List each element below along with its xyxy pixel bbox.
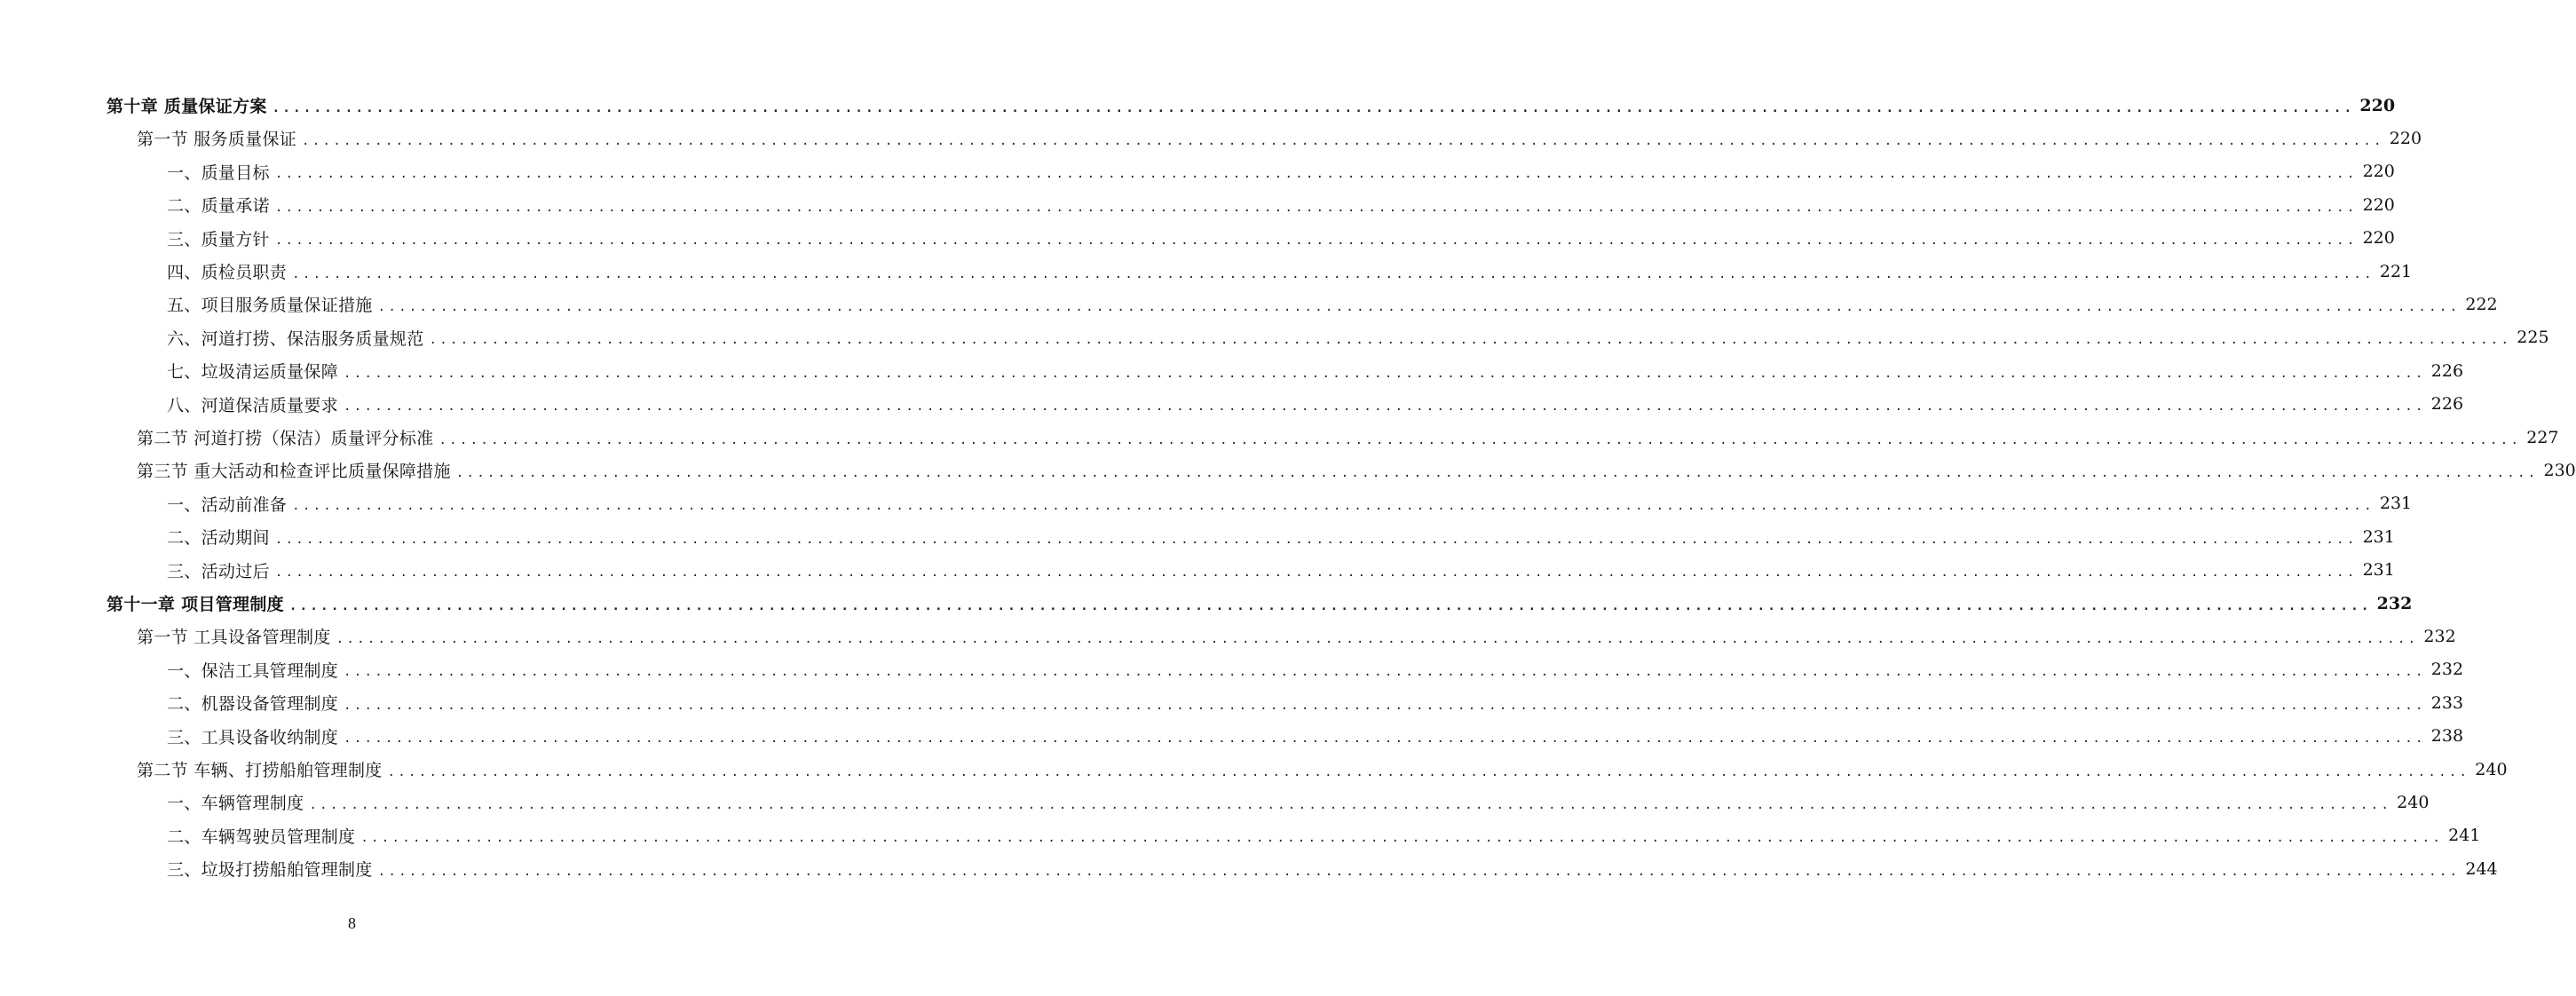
toc-leader-dots: ........................................................................................................................................................................................................ xyxy=(387,764,2470,779)
toc-entry[interactable] xyxy=(0,487,2413,520)
toc-entry-page: 220 xyxy=(2362,228,2395,249)
toc-entry-title: 三、质量方针 xyxy=(167,229,270,249)
toc-leader-dots: ........................................................................................................................................................................................................ xyxy=(274,200,2358,215)
toc-entry[interactable] xyxy=(0,686,2464,719)
toc-entry[interactable] xyxy=(0,354,2464,387)
toc-entry-page: 221 xyxy=(2379,261,2413,281)
toc-entry[interactable] xyxy=(0,388,2464,421)
toc-entry[interactable] xyxy=(0,753,2508,786)
toc-entry-line xyxy=(167,155,2395,188)
toc-leader-dots: ........................................................................................................................................................................................................ xyxy=(272,100,2355,115)
toc-entry-line xyxy=(137,454,2576,486)
toc-leader-dots: ........................................................................................................................................................................................................ xyxy=(274,233,2358,249)
toc-entry-line xyxy=(167,720,2464,753)
toc-entry-page: 231 xyxy=(2362,560,2395,581)
toc-entry-line xyxy=(137,421,2559,454)
toc-entry[interactable] xyxy=(0,554,2395,587)
toc-entry[interactable] xyxy=(0,852,2498,885)
toc-entry-line xyxy=(137,620,2456,652)
toc-entry-page: 232 xyxy=(2430,660,2464,680)
toc-entry-line xyxy=(167,222,2395,255)
toc-entry[interactable] xyxy=(0,188,2395,221)
toc-entry-title: 六、河道打捞、保洁服务质量规范 xyxy=(167,328,424,349)
toc-entry[interactable] xyxy=(0,155,2395,188)
toc-entry[interactable] xyxy=(0,587,2413,620)
toc-leader-dots: ........................................................................................................................................................................................................ xyxy=(439,432,2522,447)
toc-leader-dots: ........................................................................................................................................................................................................ xyxy=(455,465,2539,480)
toc-leader-dots: ........................................................................................................................................................................................................ xyxy=(274,532,2358,547)
toc-entry-page: 227 xyxy=(2526,427,2559,447)
toc-entry-page: 232 xyxy=(2423,626,2456,646)
toc-entry-title: 二、质量承诺 xyxy=(167,196,270,217)
toc-entry-line xyxy=(137,753,2508,786)
toc-entry-title: 三、垃圾打捞船舶管理制度 xyxy=(167,860,373,881)
toc-leader-dots: ........................................................................................................................................................................................................ xyxy=(377,864,2461,879)
toc-leader-dots: ........................................................................................................................................................................................................ xyxy=(344,399,2426,415)
toc-entry-page: 220 xyxy=(2359,95,2396,115)
toc-leader-dots: ........................................................................................................................................................................................................ xyxy=(274,167,2358,182)
toc-entry-line xyxy=(167,554,2395,587)
toc-entry-page: 226 xyxy=(2430,394,2464,415)
toc-entry-title: 第一节 工具设备管理制度 xyxy=(137,628,331,648)
toc-entry-page: 244 xyxy=(2465,858,2498,879)
toc-entry-line xyxy=(167,686,2464,719)
toc-entry-title: 四、质检员职责 xyxy=(167,263,288,282)
toc-entry-title: 八、河道保洁质量要求 xyxy=(167,395,339,415)
toc-leader-dots: ........................................................................................................................................................................................................ xyxy=(344,731,2426,747)
toc-leader-dots: ........................................................................................................................................................................................................ xyxy=(344,366,2426,381)
toc-entry-page: 233 xyxy=(2430,692,2464,713)
toc-leader-dots: ........................................................................................................................................................................................................ xyxy=(309,797,2392,812)
toc-entry[interactable] xyxy=(0,222,2395,255)
toc-entry-page: 226 xyxy=(2430,360,2464,381)
toc-entry-line xyxy=(167,653,2464,686)
toc-entry-line xyxy=(167,321,2549,354)
toc-entry-page: 240 xyxy=(2475,759,2508,779)
toc-entry-title: 一、车辆管理制度 xyxy=(167,794,304,814)
toc-entry-page: 222 xyxy=(2465,294,2498,314)
toc-entry-title: 五、项目服务质量保证措施 xyxy=(167,296,373,316)
toc-leader-dots: ........................................................................................................................................................................................................ xyxy=(429,333,2512,348)
toc-entry[interactable] xyxy=(0,321,2549,354)
toc-entry-title: 第三节 重大活动和检查评比质量保障措施 xyxy=(137,462,451,482)
toc-entry-page: 225 xyxy=(2517,328,2549,348)
toc-entry-line xyxy=(107,89,2396,122)
toc-entry-title: 一、保洁工具管理制度 xyxy=(167,660,339,681)
toc-entry[interactable] xyxy=(0,255,2413,288)
toc-leader-dots: ........................................................................................................................................................................................................ xyxy=(336,631,2419,646)
toc-leader-dots: ........................................................................................................................................................................................................ xyxy=(344,698,2426,713)
page-number: 8 xyxy=(348,914,356,932)
toc-entry-title: 第十章 质量保证方案 xyxy=(107,97,267,116)
toc-entry-page: 220 xyxy=(2362,162,2395,182)
toc-entry-title: 七、垃圾清运质量保障 xyxy=(167,362,339,383)
toc-entry[interactable] xyxy=(0,122,2422,154)
toc-entry-line xyxy=(167,354,2464,387)
toc-leader-dots: ........................................................................................................................................................................................................ xyxy=(292,499,2375,514)
toc-entry-line xyxy=(167,288,2498,320)
toc-entry[interactable] xyxy=(0,653,2464,686)
toc-entry-title: 第二节 车辆、打捞船舶管理制度 xyxy=(137,761,383,780)
toc-entry-page: 231 xyxy=(2379,494,2413,514)
toc-entry-line xyxy=(167,388,2464,421)
toc-entry-line xyxy=(167,786,2430,818)
toc-leader-dots: ........................................................................................................................................................................................................ xyxy=(292,266,2375,281)
toc-entry-title: 一、质量目标 xyxy=(167,162,270,183)
toc-leader-dots: ........................................................................................................................................................................................................ xyxy=(274,565,2358,581)
toc-entry-page: 220 xyxy=(2389,128,2422,148)
toc-entry-page: 238 xyxy=(2430,726,2464,747)
toc-entry-line xyxy=(167,188,2395,221)
toc-entry-line xyxy=(167,255,2413,288)
toc-entry-title: 三、活动过后 xyxy=(167,561,270,581)
toc-entry[interactable] xyxy=(0,89,2396,122)
toc-leader-dots: ........................................................................................................................................................................................................ xyxy=(288,598,2372,613)
toc-entry[interactable] xyxy=(0,786,2430,818)
toc-entry-line xyxy=(107,587,2413,620)
toc-entry-line xyxy=(167,852,2498,885)
toc-entry-line xyxy=(167,487,2413,520)
toc-entry-title: 二、活动期间 xyxy=(167,528,270,549)
toc-leader-dots: ........................................................................................................................................................................................................ xyxy=(302,133,2384,148)
toc-entry[interactable] xyxy=(0,288,2498,320)
toc-entry-page: 240 xyxy=(2397,792,2430,812)
toc-entry-line xyxy=(137,122,2422,154)
toc-leader-dots: ........................................................................................................................................................................................................ xyxy=(377,299,2461,314)
toc-entry[interactable] xyxy=(0,421,2559,454)
toc-entry-title: 第十一章 项目管理制度 xyxy=(107,595,284,614)
toc-entry-line xyxy=(167,819,2481,852)
toc-entry-page: 241 xyxy=(2448,826,2481,846)
toc-leader-dots: ........................................................................................................................................................................................................ xyxy=(360,831,2444,846)
toc-entry[interactable] xyxy=(0,454,2576,486)
toc-entry-title: 三、工具设备收纳制度 xyxy=(167,727,339,747)
toc-entry-page: 230 xyxy=(2543,460,2576,480)
toc-entry[interactable] xyxy=(0,720,2464,753)
toc-entry[interactable] xyxy=(0,819,2481,852)
toc-entry[interactable] xyxy=(0,620,2456,652)
toc-entry-title: 一、活动前准备 xyxy=(167,494,288,515)
toc-entry-title: 二、车辆驾驶员管理制度 xyxy=(167,826,356,847)
toc-entry-page: 231 xyxy=(2362,526,2395,547)
toc-entry-title: 第一节 服务质量保证 xyxy=(137,130,297,150)
toc-entry-title: 二、机器设备管理制度 xyxy=(167,694,339,715)
toc-entry-line xyxy=(167,520,2395,553)
toc-leader-dots: ........................................................................................................................................................................................................ xyxy=(344,665,2426,680)
toc-entry-page: 220 xyxy=(2362,194,2395,215)
toc-entry-page: 232 xyxy=(2376,593,2413,613)
toc-entry-title: 第二节 河道打捞（保洁）质量评分标准 xyxy=(137,429,434,448)
toc-entry[interactable] xyxy=(0,520,2395,553)
